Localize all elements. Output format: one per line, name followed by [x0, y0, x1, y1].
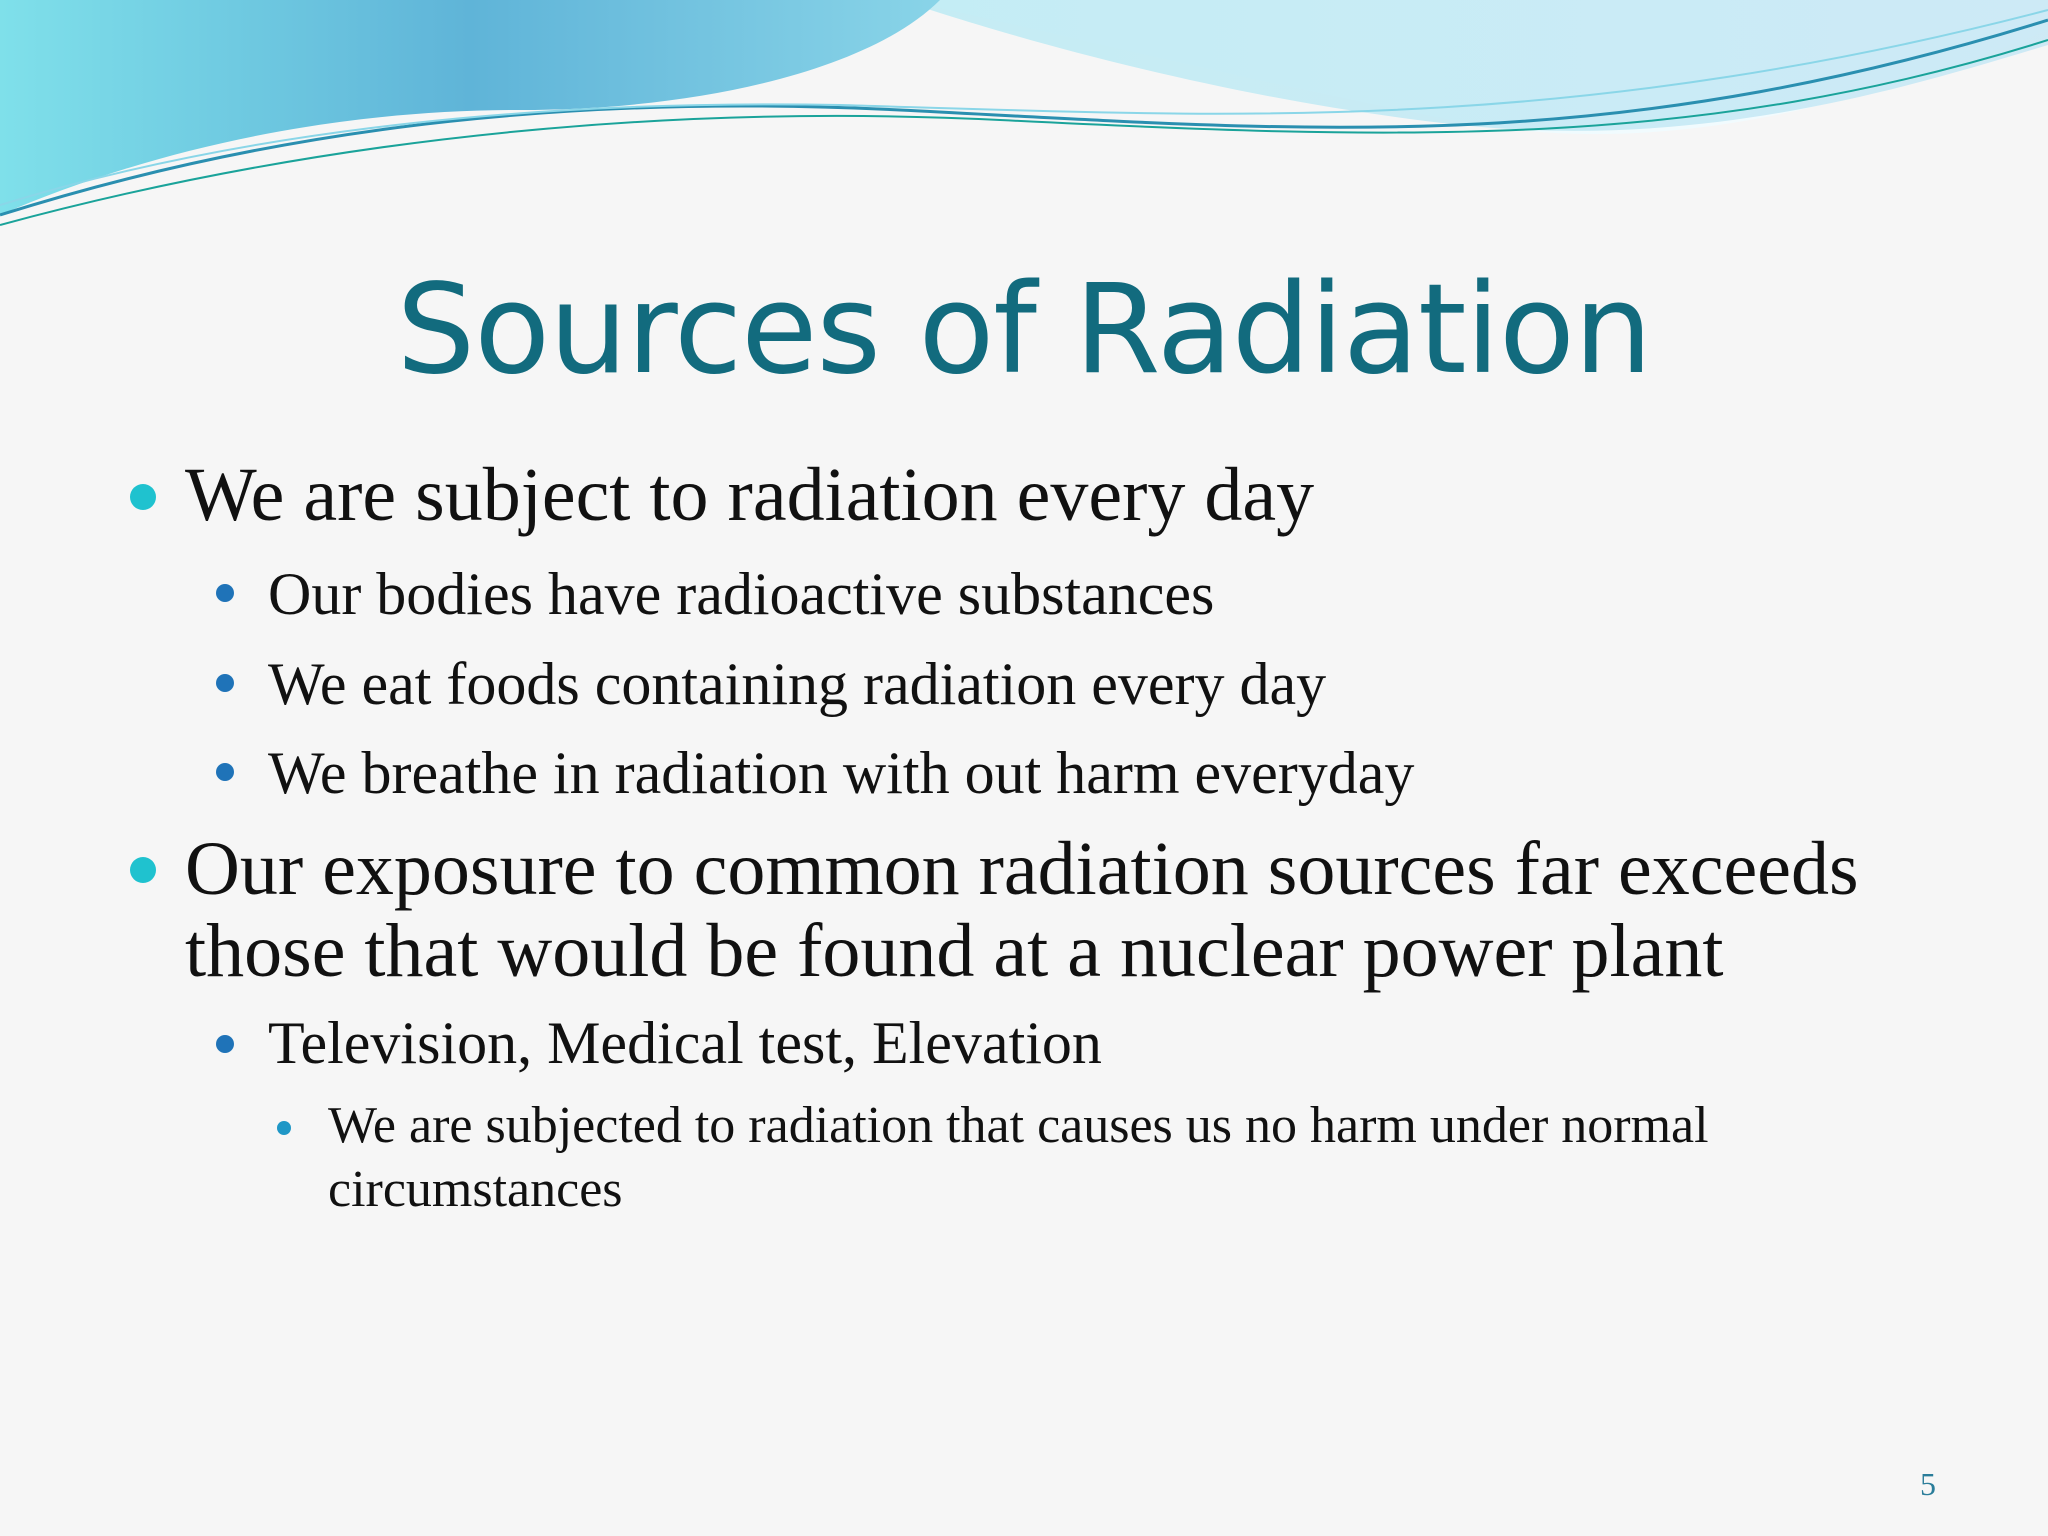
list-item: We eat foods containing radiation every day: [268, 651, 1327, 717]
bullet-dot: [130, 857, 156, 883]
bullet-dot: [216, 763, 234, 781]
page-number: 5: [1920, 1466, 1936, 1502]
bullet-dot: [216, 1035, 234, 1053]
bullet-dot: [130, 484, 156, 510]
bullet-dot: [277, 1121, 291, 1135]
bullet-dot: [216, 674, 234, 692]
list-item-line: Our exposure to common radiation sources far exceeds: [185, 827, 1859, 911]
list-item-line: those that would be found at a nuclear power plant: [185, 909, 1724, 993]
list-item: We breathe in radiation with out harm everyday: [268, 740, 1415, 806]
list-item-line: We are subjected to radiation that causes us no harm under normal: [328, 1097, 1709, 1154]
list-item: Television, Medical test, Elevation: [268, 1010, 1102, 1076]
list-item: Our bodies have radioactive substances: [268, 561, 1215, 627]
list-item: We are subject to radiation every day: [185, 453, 1315, 537]
list-item-line: circumstances: [328, 1161, 623, 1218]
slide-title: Sources of Radiation: [396, 258, 1652, 402]
bullet-dot: [216, 584, 234, 602]
